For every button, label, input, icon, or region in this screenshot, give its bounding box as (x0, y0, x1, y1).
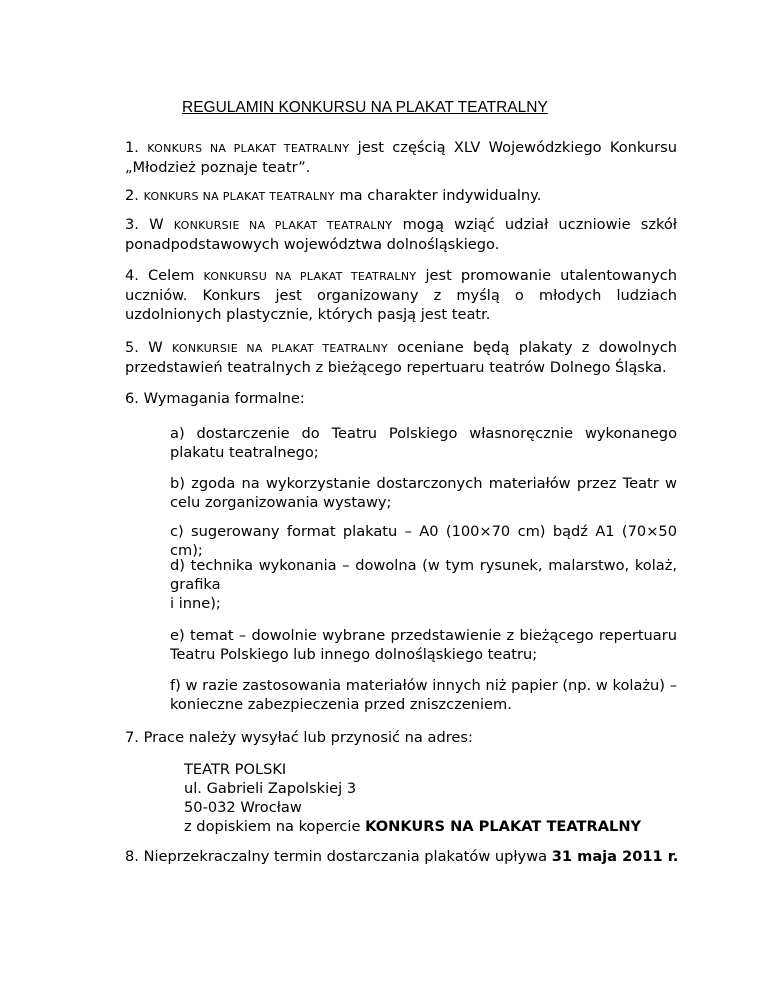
rule-5 (125, 338, 677, 377)
requirement-d-line1: d) technika wykonania – dowolna (w tym rysunek, malarstwo, kolaż, grafika (170, 557, 677, 593)
rule-1-contest-name: KONKURS NA PLAKAT TEATRALNY (147, 142, 350, 155)
rule-4-contest-name: KONKURSU NA PLAKAT TEATRALNY (203, 270, 417, 283)
rule-5-text: oceniane będą plakaty z dowolnych przedstawień teatralnych z bieżącego repertuaru teatrów Dolnego Śląska. (125, 339, 677, 376)
rule-5-contest-name: KONKURSIE NA PLAKAT TEATRALNY (171, 342, 388, 355)
rule-4-prefix: 4. Celem (125, 267, 195, 284)
requirement-e: e) temat – dowolnie wybrane przedstawienie z bieżącego repertuaru Teatru Polskiego lub innego dolnośląskiego teatru; (170, 627, 677, 663)
rule-8 (125, 847, 725, 866)
rule-1-number: 1. (125, 139, 139, 156)
requirement-f: f) w razie zastosowania materiałów innych niż papier (np. w kolażu) – konieczne zabezpieczenia przed zniszczeniem. (170, 677, 677, 713)
rule-1-text: jest częścią XLV Wojewódzkiego Konkursu „Młodzież poznaje teatr”. (125, 139, 678, 176)
requirement-a: a) dostarczenie do Teatru Polskiego własnoręcznie wykonanego plakatu teatralnego; (170, 425, 677, 461)
rule-3 (125, 215, 677, 254)
rule-2-text: ma charakter indywidualny. (339, 187, 542, 204)
document-title: REGULAMIN KONKURSU NA PLAKAT TEATRALNY (182, 99, 548, 116)
envelope-note: z dopiskiem na kopercie (184, 818, 361, 835)
rule-3-prefix: 3. W (125, 216, 164, 233)
address-line-2: ul. Gabrieli Zapolskiej 3 (184, 780, 357, 797)
requirement-d-line2: i inne); (170, 595, 221, 612)
rule-3-contest-name: KONKURSIE NA PLAKAT TEATRALNY (173, 219, 393, 232)
address-line-3: 50-032 Wrocław (184, 799, 302, 816)
rule-3-text: mogą wziąć udział uczniowie szkół ponadpodstawowych województwa dolnośląskiego. (125, 216, 678, 253)
address-line-4 (184, 817, 684, 836)
requirement-d (170, 556, 677, 613)
address-line-1: TEATR POLSKI (184, 761, 287, 778)
rule-4 (125, 266, 677, 324)
rule-2-number: 2. (125, 187, 139, 204)
rule-2 (125, 186, 677, 206)
requirement-c: c) sugerowany format plakatu – A0 (100×70 cm) bądź A1 (70×50 cm); (170, 523, 677, 559)
rule-1 (125, 138, 677, 177)
rule-5-prefix: 5. W (125, 339, 163, 356)
rule-8-text: 8. Nieprzekraczalny termin dostarczania plakatów upływa (125, 848, 548, 865)
requirement-b: b) zgoda na wykorzystanie dostarczonych materiałów przez Teatr w celu zorganizowania wystawy; (170, 475, 677, 511)
envelope-note-bold: KONKURS NA PLAKAT TEATRALNY (365, 818, 642, 835)
rule-6: 6. Wymagania formalne: (125, 390, 305, 407)
rule-7: 7. Prace należy wysyłać lub przynosić na adres: (125, 729, 473, 746)
rule-4-text: jest promowanie utalentowanych uczniów. Konkurs jest organizowany z myślą o młodych ludziach uzdolnionych plastycznie, których pasją jest teatr. (125, 267, 678, 323)
mailing-address (184, 760, 684, 836)
rule-2-contest-name: KONKURS NA PLAKAT TEATRALNY (143, 190, 335, 203)
deadline-date: 31 maja 2011 r. (551, 848, 679, 865)
